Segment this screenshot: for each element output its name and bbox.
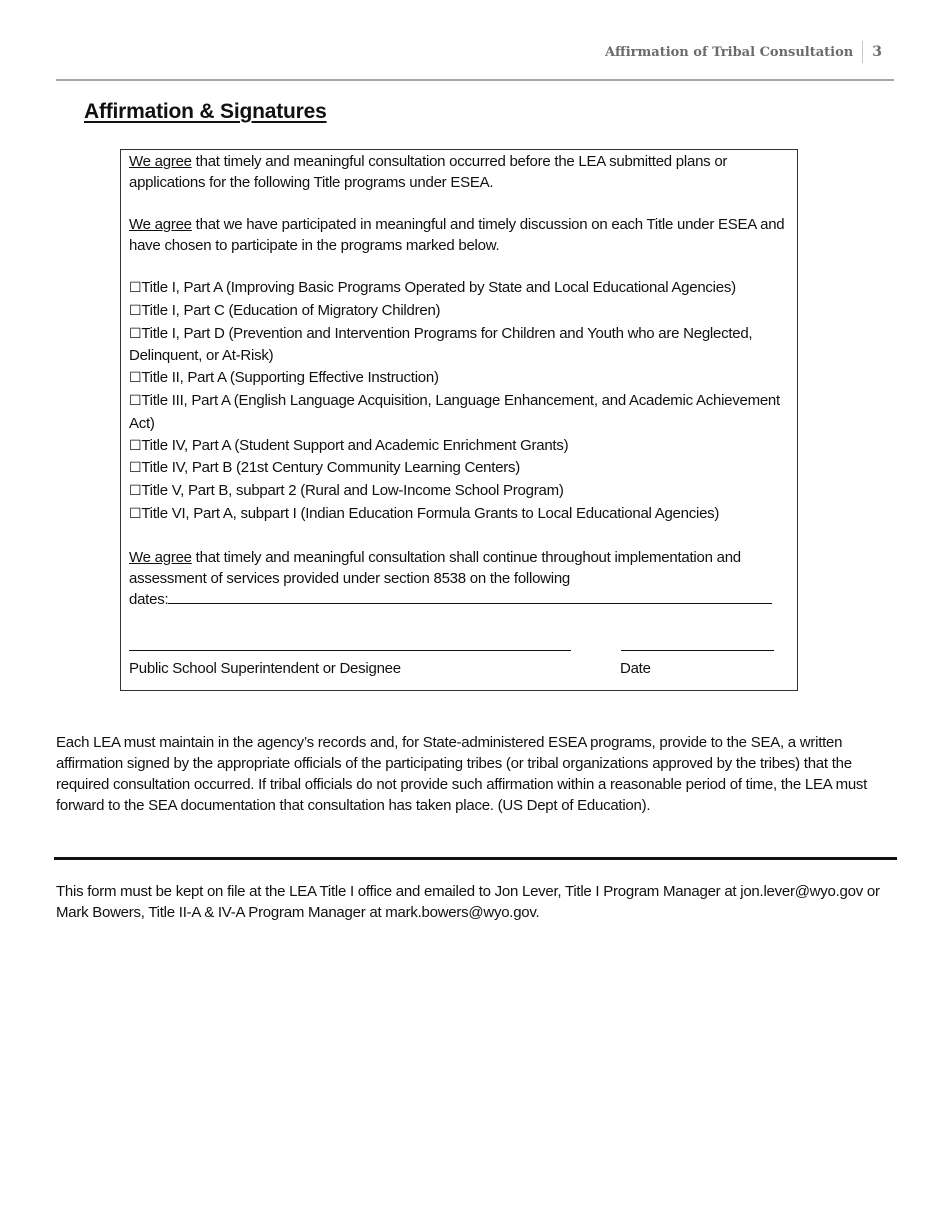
program-checklist: [129, 277, 789, 526]
program-label: Title I, Part D (Prevention and Intervention Programs for Children and Youth who are Neglected, Delinquent, or At-Risk): [129, 324, 753, 365]
program-option: [129, 480, 789, 503]
program-label: Title IV, Part B (21st Century Community Learning Centers): [141, 459, 521, 477]
program-label: Title IV, Part A (Student Support and Academic Enrichment Grants): [141, 436, 569, 454]
checkbox-icon[interactable]: ☐: [129, 325, 142, 342]
checkbox-icon[interactable]: ☐: [129, 505, 142, 522]
page-number: 3: [872, 44, 882, 60]
spacer: [129, 256, 789, 277]
agree-statement-3: [129, 547, 789, 589]
program-option: [129, 300, 789, 323]
program-option: [129, 277, 789, 300]
checkbox-icon[interactable]: ☐: [129, 302, 142, 319]
agree-label: We agree: [129, 216, 192, 233]
agree-statement-2-text: that we have participated in meaningful and timely discussion on each Title under ESEA and have chosen to participate in the programs marked below.: [129, 216, 785, 254]
date-label: Date: [620, 660, 651, 677]
signature-line[interactable]: [129, 650, 571, 651]
program-label: Title II, Part A (Supporting Effective Instruction): [141, 369, 439, 387]
date-line[interactable]: [621, 650, 774, 651]
signature-label: Public School Superintendent or Designee: [129, 660, 401, 677]
checkbox-icon[interactable]: ☐: [129, 392, 142, 409]
checkbox-icon[interactable]: ☐: [129, 483, 142, 500]
records-paragraph: Each LEA must maintain in the agency’s records and, for State-administered ESEA programs, provide to the SEA, a written affirmation signed by the appropriate officials of the participating tribes (or tribal organizations approved by the tribes) that the required consultation occurred. If tribal officials do not provide such affirmation within a reasonable period of time, the LEA must forward to the SEA documentation that consultation has taken place. (US Dept of Education).: [56, 734, 868, 814]
program-option: [129, 457, 789, 480]
checkbox-icon[interactable]: ☐: [129, 280, 142, 296]
page-header: [605, 40, 882, 64]
program-label: Title I, Part C (Education of Migratory Children): [141, 301, 441, 319]
agree-statement-1-text: that timely and meaningful consultation occurred before the LEA submitted plans or applications for the following Title programs under ESEA.: [129, 153, 728, 191]
program-option: [129, 367, 789, 390]
program-option: [129, 323, 789, 368]
dates-row: [129, 589, 789, 610]
program-option: [129, 503, 789, 526]
spacer: [129, 193, 789, 214]
spacer: [129, 526, 789, 547]
agree-statement-2: [129, 214, 789, 256]
agree-label: We agree: [129, 153, 192, 170]
affirmation-form-box: [120, 149, 798, 691]
section-divider: [54, 857, 897, 860]
filing-instructions: This form must be kept on file at the LEA Title I office and emailed to Jon Lever, Title I Program Manager at jon.lever@wyo.gov or Mark Bowers, Title II-A & IV-A Program Manager at mark.bowers@wyo.gov.: [56, 883, 880, 921]
agree-statement-3-text: that timely and meaningful consultation shall continue throughout implementation and assessment of services provided under section 8538 on the following: [129, 548, 741, 587]
agree-label: We agree: [129, 548, 192, 566]
checkbox-icon[interactable]: ☐: [129, 460, 142, 477]
program-option: [129, 390, 789, 435]
program-label: Title V, Part B, subpart 2 (Rural and Low-Income School Program): [141, 482, 564, 500]
signature-block: [129, 650, 789, 680]
checkbox-icon[interactable]: ☐: [129, 370, 142, 387]
agree-statement-1: [129, 151, 789, 193]
dates-input-line[interactable]: [168, 589, 772, 604]
checkbox-icon[interactable]: ☐: [129, 437, 142, 454]
program-label: Title III, Part A (English Language Acquisition, Language Enhancement, and Academic Achievement Act): [129, 391, 780, 432]
section-heading: Affirmation & Signatures: [84, 100, 327, 123]
header-rule: [56, 79, 894, 81]
header-title: Affirmation of Tribal Consultation: [604, 44, 854, 60]
program-label: Title VI, Part A, subpart I (Indian Education Formula Grants to Local Educational Agencies): [141, 504, 720, 522]
dates-label: dates:: [129, 590, 169, 608]
program-label: Title I, Part A (Improving Basic Programs Operated by State and Local Educational Agencies): [141, 279, 736, 296]
program-option: [129, 435, 789, 458]
